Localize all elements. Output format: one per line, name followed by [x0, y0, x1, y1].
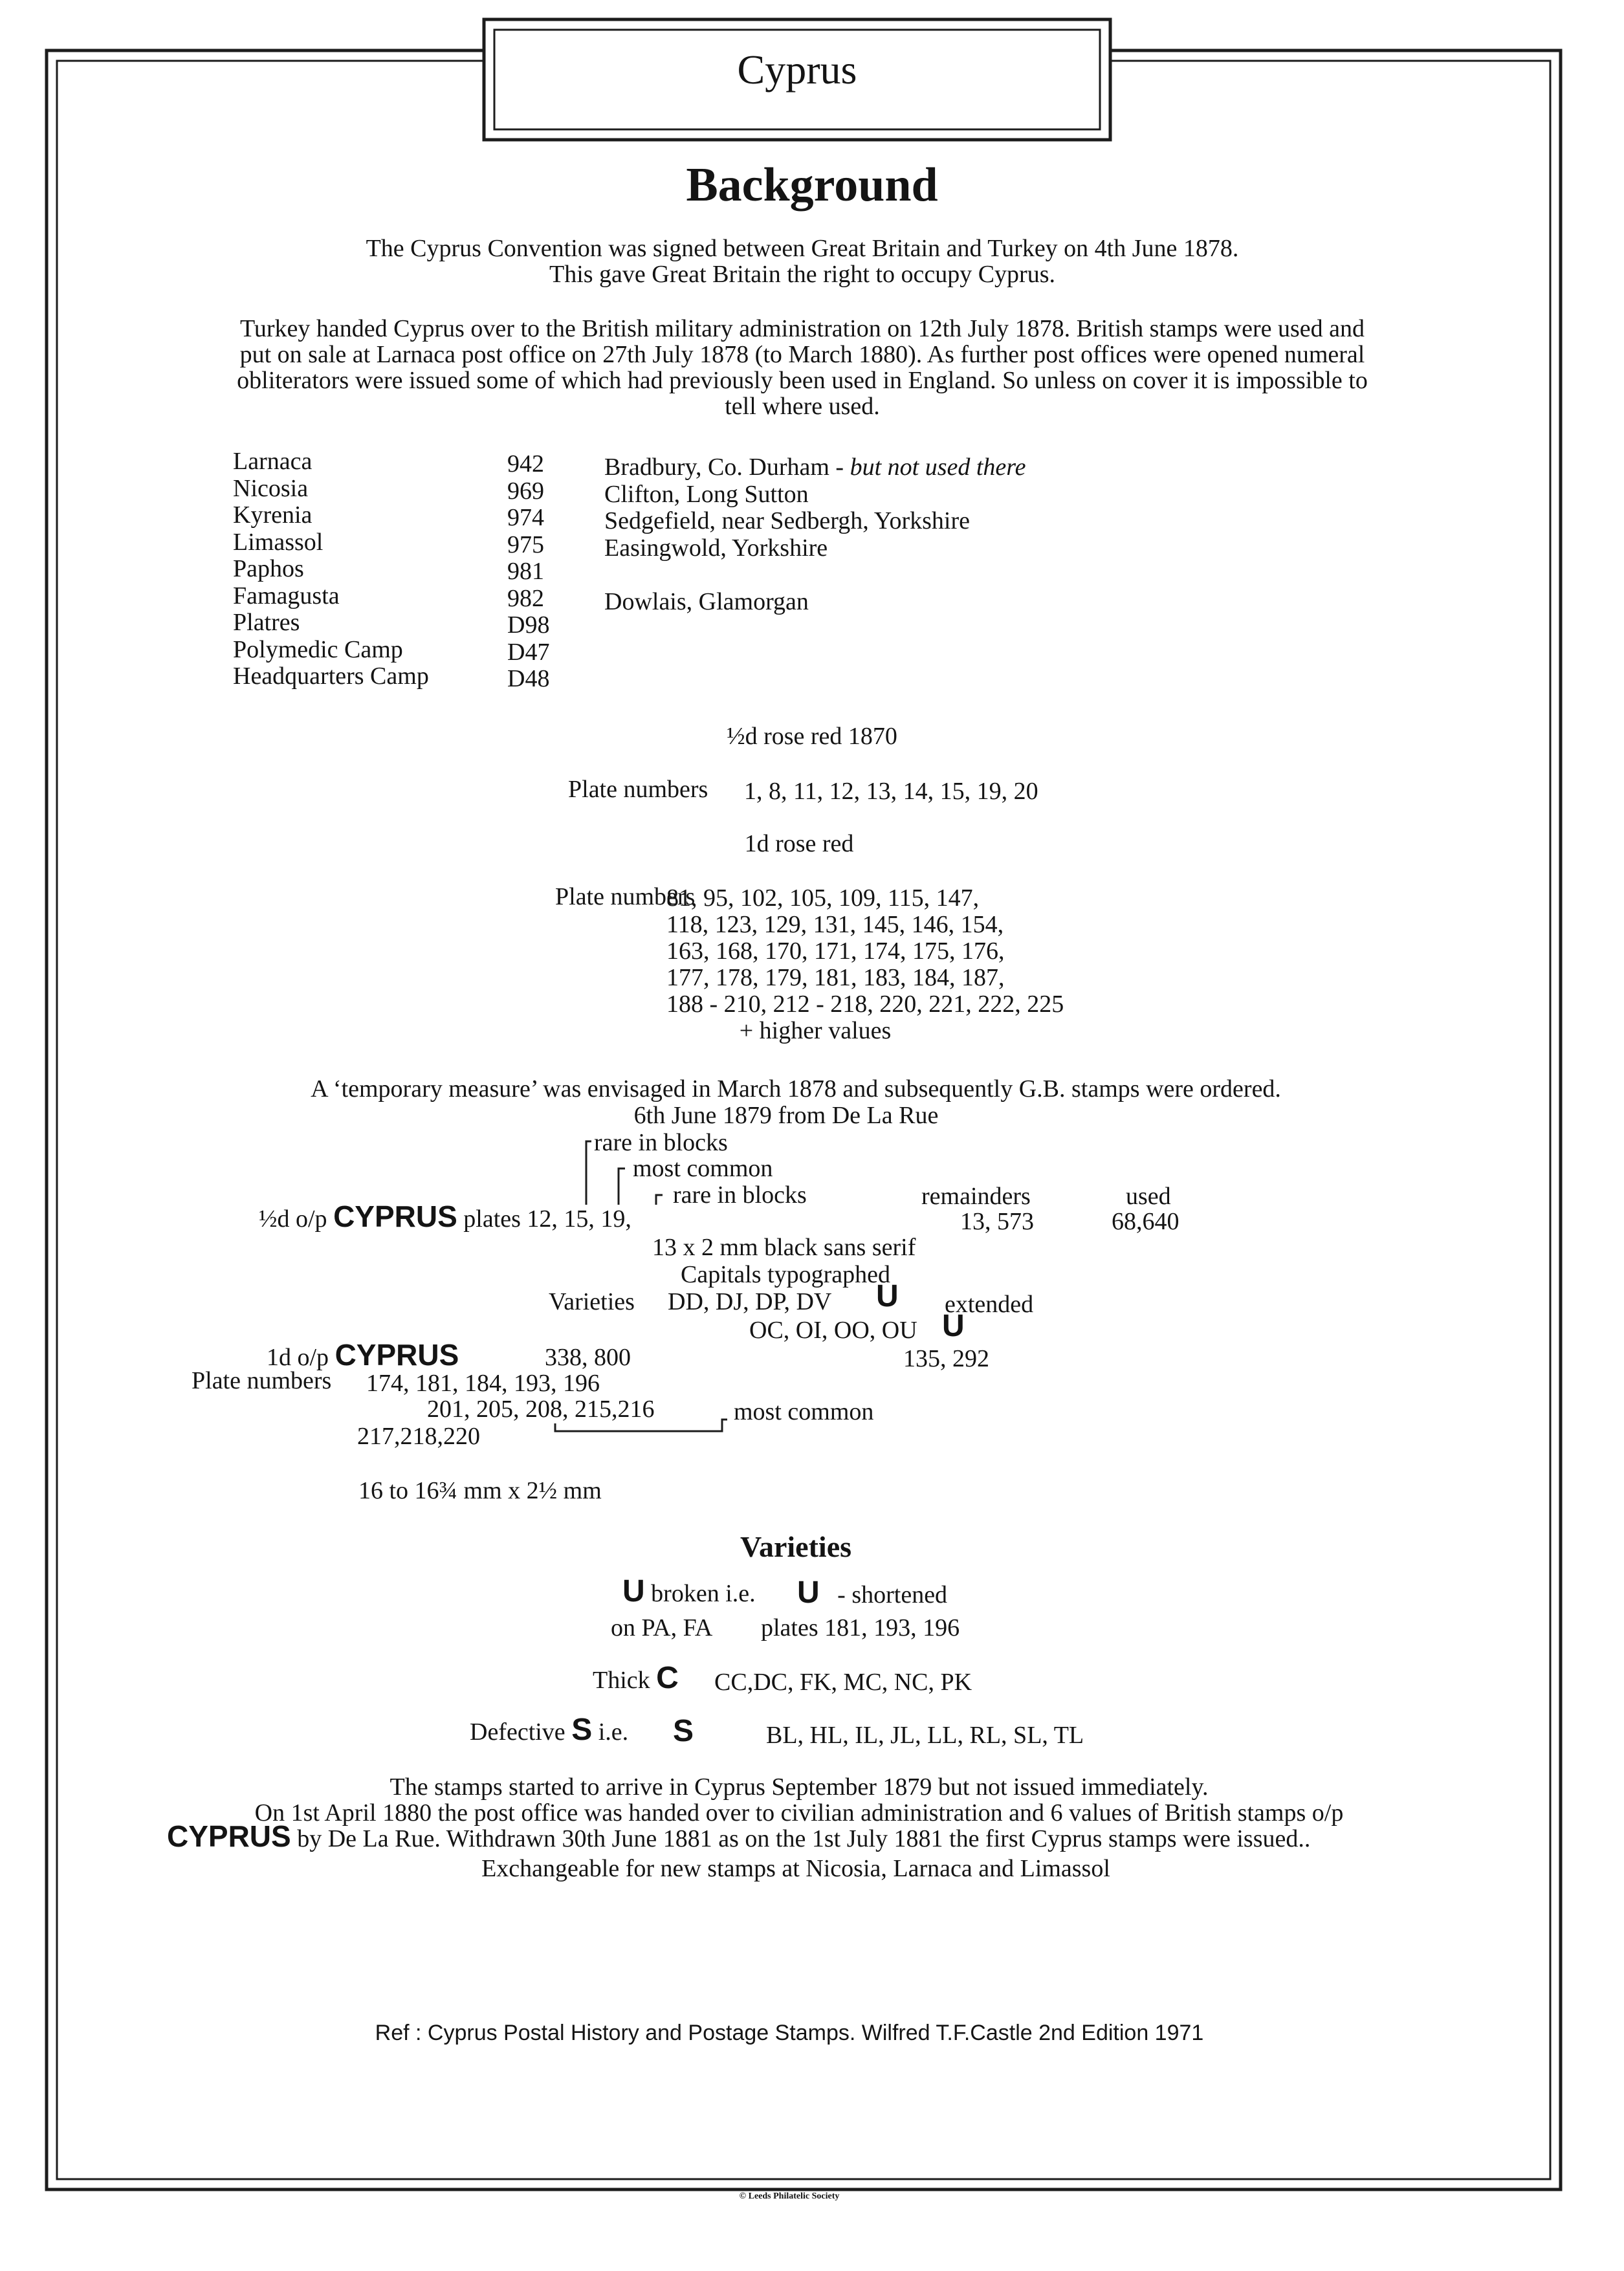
- office-name: Platres: [233, 609, 300, 636]
- defective-s-positions: BL, HL, IL, JL, LL, RL, SL, TL: [766, 1722, 1084, 1749]
- note-rare-in-blocks-2: rare in blocks: [673, 1181, 807, 1209]
- office-name: Limassol: [233, 528, 324, 556]
- defective-s-letter: S: [571, 1713, 593, 1747]
- varieties-list-2: OC, OI, OO, OU: [749, 1317, 917, 1344]
- office-code: 974: [507, 504, 544, 531]
- defective-ie: i.e.: [598, 1718, 629, 1746]
- reference-citation: Ref : Cyprus Postal History and Postage Stamps. Wilfred T.F.Castle 2nd Edition 1971: [375, 2021, 1204, 2045]
- penny-overprint-prefix: 1d o/p: [267, 1344, 329, 1371]
- defective-s-variety: [470, 1713, 629, 1747]
- english-office: Dowlais, Glamorgan: [604, 587, 809, 615]
- penny-overprint-line: [267, 1338, 459, 1372]
- extended-u-letter-2: U: [942, 1309, 965, 1343]
- intro-paragraph-1: The Cyprus Convention was signed between Great Britain and Turkey on 4th June 1878. This gave Great Britain the right to occupy Cyprus.: [366, 235, 1239, 288]
- overprint-spec-size: 13 x 2 mm black sans serif: [652, 1234, 916, 1261]
- english-office: Sedgefield, near Sedbergh, Yorkshire: [604, 507, 970, 534]
- broken-u-letter: U: [622, 1574, 645, 1608]
- halfpenny-plates: 1, 8, 11, 12, 13, 14, 15, 19, 20: [744, 778, 1038, 805]
- penny-overprint-plates-2: 201, 205, 208, 215,216: [427, 1396, 655, 1423]
- page-title: Cyprus: [737, 47, 857, 93]
- closing-line-3: CYPRUS by De La Rue. Withdrawn 30th June 1881 as on the 1st July 1881 the first Cyprus stamps were issued..: [167, 1819, 1311, 1853]
- extended-u-letter: U: [876, 1279, 899, 1313]
- office-name: Nicosia: [233, 474, 309, 502]
- office-name: Headquarters Camp: [233, 663, 429, 690]
- penny-plates-label: Plate numbers: [555, 883, 696, 910]
- overprint-spec-type: Capitals typographed: [681, 1261, 890, 1288]
- shortened-u-variety: [797, 1575, 948, 1610]
- extended-label: extended: [945, 1291, 1034, 1318]
- office-code: 969: [507, 477, 544, 505]
- english-office: Easingwold, Yorkshire: [604, 534, 828, 562]
- defective-label: Defective: [470, 1718, 565, 1746]
- office-code: D47: [507, 638, 550, 666]
- broken-u-variety: [622, 1574, 756, 1608]
- bracket-note-most-common: most common: [734, 1398, 874, 1425]
- penny-overprint-plates-1: 174, 181, 184, 193, 196: [366, 1370, 600, 1397]
- office-name: Polymedic Camp: [233, 635, 403, 663]
- office-name: Famagusta: [233, 582, 340, 609]
- note-most-common: most common: [633, 1155, 773, 1182]
- office-code: D48: [507, 665, 550, 692]
- closing-line-2: On 1st April 1880 the post office was handed over to civilian administration and 6 values of British stamps o/p: [254, 1799, 1344, 1827]
- defective-s-letter-2: S: [673, 1714, 694, 1748]
- office-code: 981: [507, 558, 544, 585]
- overprint-measurement: 16 to 16¾ mm x 2½ mm: [358, 1477, 602, 1504]
- used-label: used: [1126, 1183, 1171, 1210]
- copyright-notice: © Leeds Philatelic Society: [739, 2191, 840, 2201]
- shortened-u-plates: plates 181, 193, 196: [761, 1614, 960, 1641]
- halfpenny-remainders: 13, 573: [960, 1208, 1034, 1235]
- cyprus-overprint-word: CYPRUS: [167, 1819, 291, 1853]
- temporary-measure-line: A ‘temporary measure’ was envisaged in March 1878 and subsequently G.B. stamps were ordered.: [311, 1075, 1281, 1103]
- closing-line-1: The stamps started to arrive in Cyprus September 1879 but not issued immediately.: [390, 1773, 1209, 1801]
- office-name: Larnaca: [233, 448, 313, 475]
- shortened-u-letter: U: [797, 1575, 820, 1610]
- cyprus-overprint-word: CYPRUS: [335, 1338, 459, 1372]
- broken-u-text: broken i.e.: [651, 1580, 756, 1607]
- thick-c-positions: CC,DC, FK, MC, NC, PK: [714, 1669, 972, 1696]
- varieties-heading: Varieties: [740, 1530, 852, 1563]
- cyprus-overprint-word: CYPRUS: [333, 1200, 457, 1233]
- thick-label: Thick: [593, 1667, 650, 1694]
- de-la-rue-order-date: 6th June 1879 from De La Rue: [633, 1102, 939, 1129]
- english-office-note: but not used there: [850, 454, 1026, 481]
- halfpenny-title: ½d rose red 1870: [727, 723, 897, 750]
- english-office: Bradbury, Co. Durham - but not used there: [604, 454, 1026, 481]
- thick-c-variety: [593, 1661, 679, 1695]
- varieties-label: Varieties: [549, 1288, 635, 1315]
- office-code: 982: [507, 584, 544, 612]
- thick-c-letter: C: [656, 1661, 679, 1695]
- halfpenny-used: 68,640: [1112, 1208, 1180, 1235]
- remainders-label: remainders: [921, 1183, 1031, 1210]
- penny-overprint-plates-3: 217,218,220: [357, 1423, 480, 1450]
- penny-remainders: 135, 292: [903, 1345, 989, 1372]
- varieties-list-1: DD, DJ, DP, DV: [668, 1288, 832, 1315]
- penny-plates: 81, 95, 102, 105, 109, 115, 147, 118, 123, 129, 131, 145, 146, 154, 163, 168, 170, 171, 174, 175, 176, 177, 178, 179, 181, 183, 184, 187, 188 - 210, 212 - 218, 220, 221, 222, 225 + higher values: [666, 884, 1064, 1044]
- broken-u-positions: on PA, FA: [611, 1614, 713, 1641]
- office-code: 975: [507, 531, 544, 558]
- office-name: Paphos: [233, 555, 304, 582]
- note-rare-in-blocks: rare in blocks: [594, 1129, 728, 1156]
- intro-paragraph-2: Turkey handed Cyprus over to the British military administration on 12th July 1878. British stamps were used and put on sale at Larnaca post office on 27th July 1878 (to March 1880). As further post offices were opened numeral obliterators were issued some of which had previously been used in England. So unless on cover it is impossible to tell where used.: [237, 315, 1368, 420]
- office-name: Kyrenia: [233, 501, 313, 529]
- section-heading: Background: [686, 159, 938, 212]
- halfpenny-overprint-plates: plates 12, 15, 19,: [463, 1205, 631, 1233]
- penny-overprint-quantity: 338, 800: [545, 1344, 631, 1371]
- english-office: Clifton, Long Sutton: [604, 480, 809, 508]
- penny-title: 1d rose red: [744, 830, 854, 857]
- shortened-u-text: - shortened: [837, 1581, 948, 1608]
- closing-line-4: Exchangeable for new stamps at Nicosia, Larnaca and Limassol: [481, 1855, 1110, 1882]
- halfpenny-overprint-line: [259, 1200, 631, 1233]
- penny-overprint-plates-label: Plate numbers: [192, 1367, 332, 1394]
- office-code: D98: [507, 611, 550, 639]
- office-code: 942: [507, 450, 544, 477]
- halfpenny-plates-label: Plate numbers: [568, 776, 708, 803]
- halfpenny-overprint-prefix: ½d o/p: [259, 1205, 327, 1233]
